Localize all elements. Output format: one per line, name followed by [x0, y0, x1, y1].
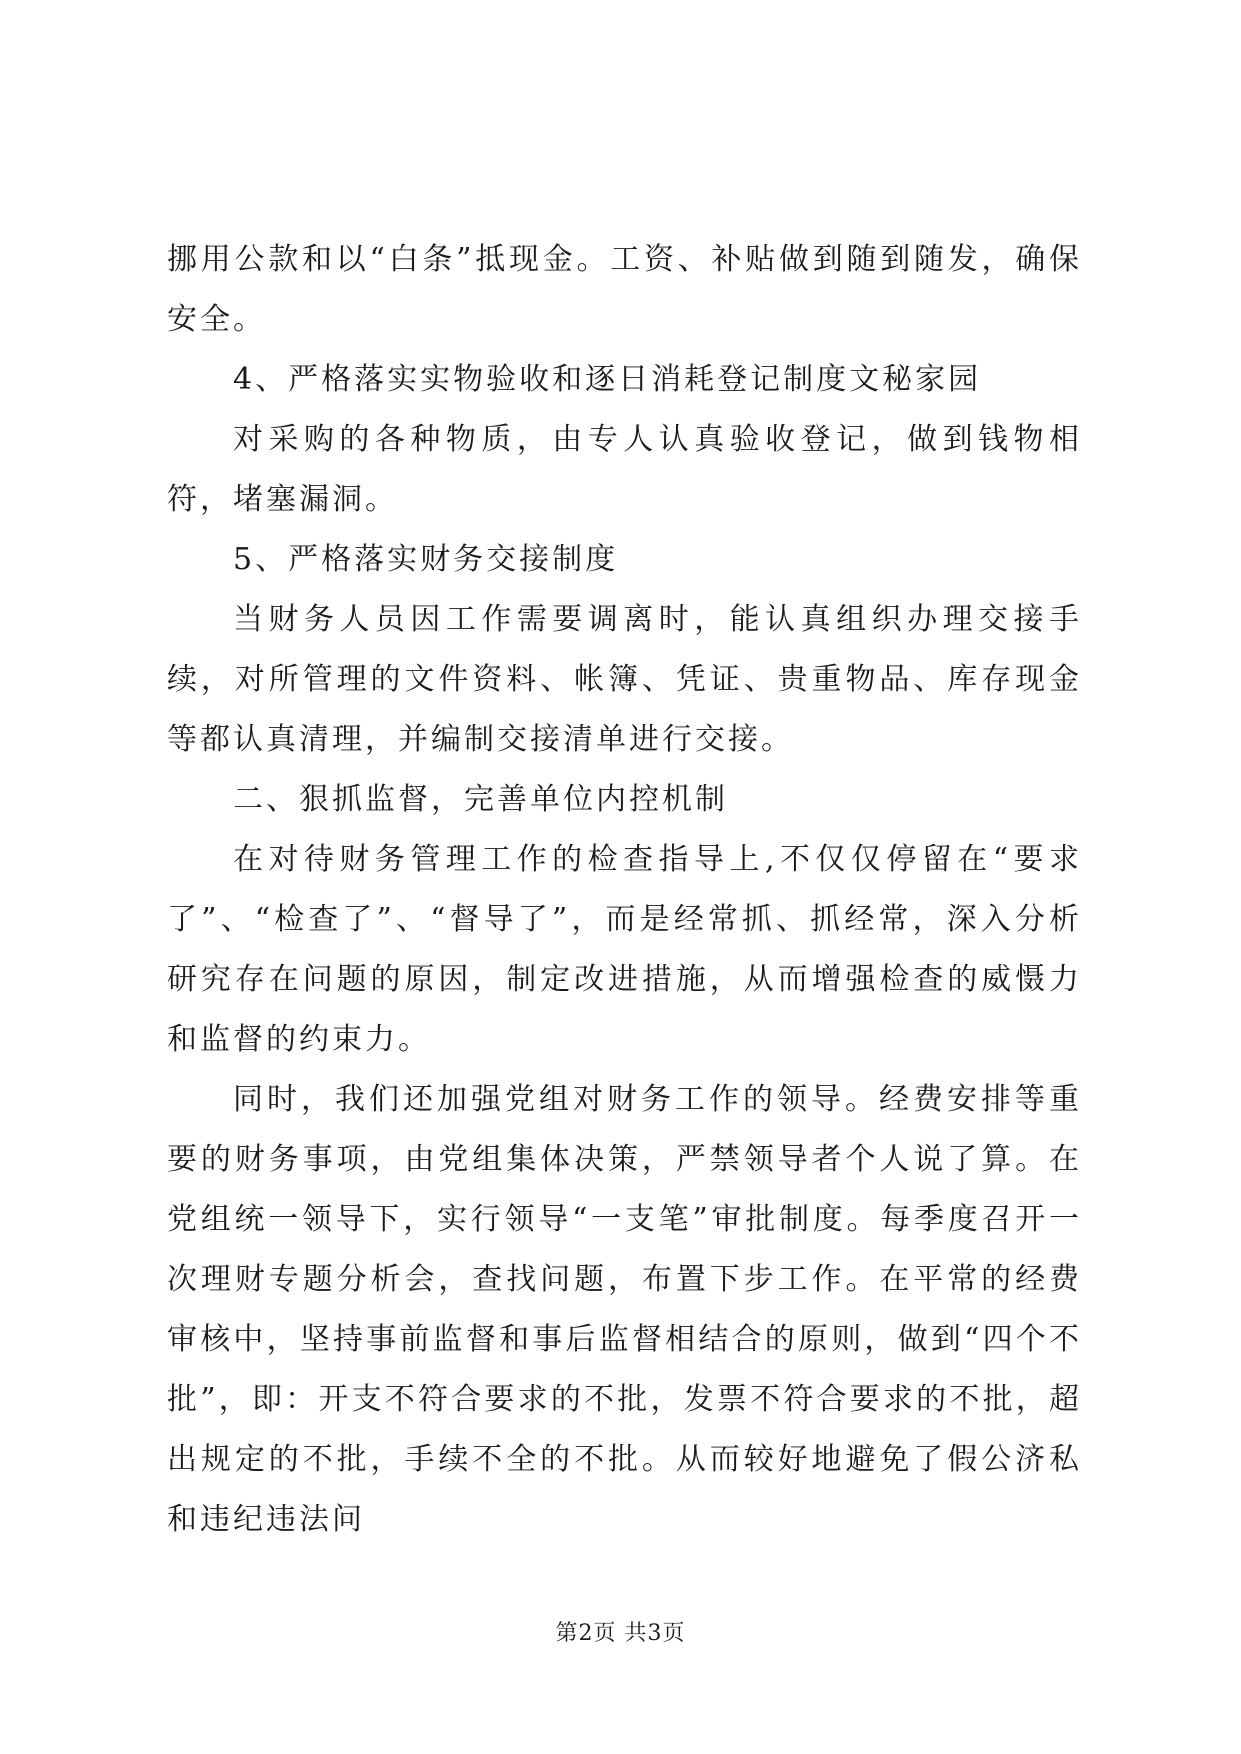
section-heading-two: 二、狠抓监督，完善单位内控机制 [233, 782, 728, 817]
document-body [167, 230, 1082, 1550]
section-heading-4: 4、严格落实实物验收和逐日消耗登记制度文秘家园 [233, 362, 982, 397]
page-number-footer: 第2页 共3页 [555, 1621, 686, 1646]
section-heading-5: 5、严格落实财务交接制度 [233, 542, 619, 577]
paragraph-continuation: 挪用公款和以“白条”抵现金。工资、补贴做到随到随发，确保安全。 [167, 242, 1082, 337]
paragraph-procurement: 对采购的各种物质，由专人认真验收登记，做到钱物相符，堵塞漏洞。 [167, 422, 1082, 517]
paragraph-inspection: 在对待财务管理工作的检查指导上,不仅仅停留在“要求了”、“检查了”、“督导了”，而是经常抓、抓经常，深入分析研究存在问题的原因，制定改进措施，从而增强检查的威慑力和监督的约束力。 [167, 842, 1082, 1057]
paragraph-handover: 当财务人员因工作需要调离时，能认真组织办理交接手续，对所管理的文件资料、帐簿、凭证、贵重物品、库存现金等都认真清理，并编制交接清单进行交接。 [167, 602, 1082, 757]
paragraph-leadership: 同时，我们还加强党组对财务工作的领导。经费安排等重要的财务事项，由党组集体决策，严禁领导者个人说了算。在党组统一领导下，实行领导“一支笔”审批制度。每季度召开一次理财专题分析会，查找问题，布置下步工作。在平常的经费审核中，坚持事前监督和事后监督相结合的原则，做到“四个不批”，即：开支不符合要求的不批，发票不符合要求的不批，超出规定的不批，手续不全的不批。从而较好地避免了假公济私和违纪违法问 [167, 1082, 1082, 1537]
